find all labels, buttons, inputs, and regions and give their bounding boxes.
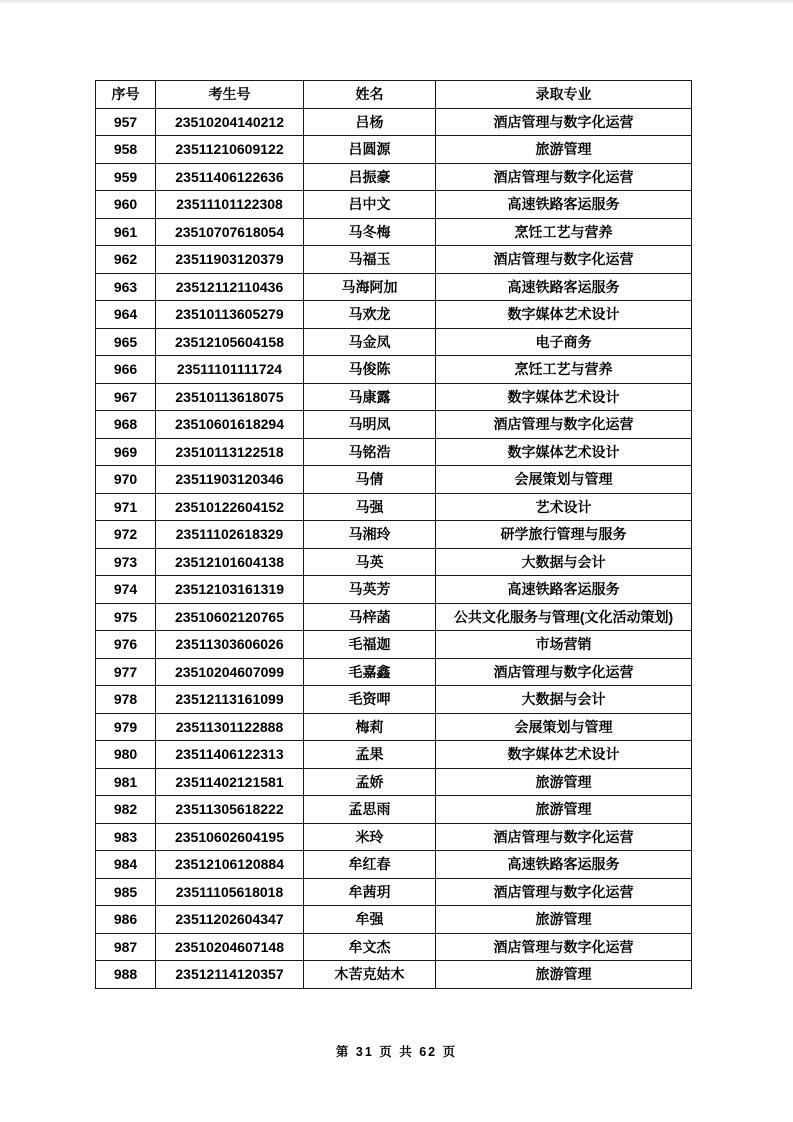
cell-serial-number: 987	[96, 933, 156, 961]
cell-candidate-number: 23511101111724	[156, 356, 304, 384]
table-row	[96, 631, 692, 659]
cell-serial-number: 983	[96, 823, 156, 851]
cell-candidate-number: 23511406122313	[156, 741, 304, 769]
cell-admitted-major: 酒店管理与数字化运营	[436, 878, 692, 906]
cell-admitted-major: 高速铁路客运服务	[436, 191, 692, 219]
cell-name: 吕中文	[304, 191, 436, 219]
cell-name: 马福玉	[304, 246, 436, 274]
cell-admitted-major: 酒店管理与数字化运营	[436, 933, 692, 961]
cell-admitted-major: 烹饪工艺与营养	[436, 356, 692, 384]
cell-admitted-major: 公共文化服务与管理(文化活动策划)	[436, 603, 692, 631]
cell-candidate-number: 23511303606026	[156, 631, 304, 659]
cell-serial-number: 985	[96, 878, 156, 906]
cell-name: 马康露	[304, 383, 436, 411]
cell-candidate-number: 23511202604347	[156, 906, 304, 934]
cell-serial-number: 970	[96, 466, 156, 494]
cell-candidate-number: 23510122604152	[156, 493, 304, 521]
cell-admitted-major: 数字媒体艺术设计	[436, 438, 692, 466]
cell-candidate-number: 23510204607148	[156, 933, 304, 961]
cell-candidate-number: 23510602120765	[156, 603, 304, 631]
cell-name: 梅莉	[304, 713, 436, 741]
table-row	[96, 163, 692, 191]
table-row	[96, 768, 692, 796]
cell-name: 马梓菡	[304, 603, 436, 631]
column-header-name: 姓名	[304, 81, 436, 109]
cell-candidate-number: 23510204140212	[156, 108, 304, 136]
cell-admitted-major: 研学旅行管理与服务	[436, 521, 692, 549]
cell-admitted-major: 市场营销	[436, 631, 692, 659]
cell-name: 马湘玲	[304, 521, 436, 549]
table-row	[96, 411, 692, 439]
cell-serial-number: 975	[96, 603, 156, 631]
cell-admitted-major: 艺术设计	[436, 493, 692, 521]
cell-admitted-major: 数字媒体艺术设计	[436, 383, 692, 411]
table-row	[96, 191, 692, 219]
table-row	[96, 493, 692, 521]
admission-table	[95, 80, 692, 989]
cell-admitted-major: 酒店管理与数字化运营	[436, 411, 692, 439]
cell-candidate-number: 23511105618018	[156, 878, 304, 906]
cell-candidate-number: 23511301122888	[156, 713, 304, 741]
table-row	[96, 961, 692, 989]
cell-candidate-number: 23511402121581	[156, 768, 304, 796]
cell-candidate-number: 23512101604138	[156, 548, 304, 576]
cell-admitted-major: 会展策划与管理	[436, 466, 692, 494]
table-row	[96, 851, 692, 879]
cell-serial-number: 965	[96, 328, 156, 356]
cell-name: 吕圆源	[304, 136, 436, 164]
cell-candidate-number: 23512103161319	[156, 576, 304, 604]
cell-serial-number: 977	[96, 658, 156, 686]
cell-name: 马明凤	[304, 411, 436, 439]
cell-name: 马俊陈	[304, 356, 436, 384]
page-top-edge	[0, 0, 793, 4]
cell-serial-number: 988	[96, 961, 156, 989]
column-header-serial-number: 序号	[96, 81, 156, 109]
cell-admitted-major: 高速铁路客运服务	[436, 273, 692, 301]
cell-candidate-number: 23511406122636	[156, 163, 304, 191]
table-row	[96, 686, 692, 714]
cell-serial-number: 961	[96, 218, 156, 246]
table-row	[96, 273, 692, 301]
cell-serial-number: 969	[96, 438, 156, 466]
cell-name: 马冬梅	[304, 218, 436, 246]
cell-name: 孟娇	[304, 768, 436, 796]
cell-name: 米玲	[304, 823, 436, 851]
table-row	[96, 466, 692, 494]
cell-serial-number: 962	[96, 246, 156, 274]
cell-serial-number: 964	[96, 301, 156, 329]
cell-serial-number: 982	[96, 796, 156, 824]
cell-candidate-number: 23510204607099	[156, 658, 304, 686]
cell-admitted-major: 电子商务	[436, 328, 692, 356]
cell-name: 马强	[304, 493, 436, 521]
table-row	[96, 906, 692, 934]
cell-admitted-major: 高速铁路客运服务	[436, 851, 692, 879]
cell-candidate-number: 23511903120346	[156, 466, 304, 494]
cell-candidate-number: 23511101122308	[156, 191, 304, 219]
table-row	[96, 108, 692, 136]
cell-name: 马铭浩	[304, 438, 436, 466]
cell-serial-number: 967	[96, 383, 156, 411]
cell-candidate-number: 23512114120357	[156, 961, 304, 989]
cell-serial-number: 984	[96, 851, 156, 879]
table-row	[96, 713, 692, 741]
cell-admitted-major: 烹饪工艺与营养	[436, 218, 692, 246]
cell-candidate-number: 23510707618054	[156, 218, 304, 246]
cell-serial-number: 958	[96, 136, 156, 164]
cell-name: 牟红春	[304, 851, 436, 879]
cell-admitted-major: 旅游管理	[436, 961, 692, 989]
cell-candidate-number: 23512106120884	[156, 851, 304, 879]
table-row	[96, 136, 692, 164]
cell-admitted-major: 数字媒体艺术设计	[436, 301, 692, 329]
cell-candidate-number: 23510113618075	[156, 383, 304, 411]
cell-name: 吕振豪	[304, 163, 436, 191]
cell-serial-number: 972	[96, 521, 156, 549]
cell-serial-number: 963	[96, 273, 156, 301]
cell-candidate-number: 23511102618329	[156, 521, 304, 549]
table-row	[96, 658, 692, 686]
table-row	[96, 246, 692, 274]
cell-candidate-number: 23512105604158	[156, 328, 304, 356]
cell-admitted-major: 旅游管理	[436, 796, 692, 824]
cell-candidate-number: 23510601618294	[156, 411, 304, 439]
cell-admitted-major: 酒店管理与数字化运营	[436, 658, 692, 686]
cell-name: 马欢龙	[304, 301, 436, 329]
cell-serial-number: 976	[96, 631, 156, 659]
cell-admitted-major: 会展策划与管理	[436, 713, 692, 741]
table-row	[96, 603, 692, 631]
table-row	[96, 218, 692, 246]
table-row	[96, 438, 692, 466]
cell-admitted-major: 旅游管理	[436, 906, 692, 934]
cell-admitted-major: 数字媒体艺术设计	[436, 741, 692, 769]
cell-name: 马英	[304, 548, 436, 576]
cell-serial-number: 979	[96, 713, 156, 741]
cell-admitted-major: 酒店管理与数字化运营	[436, 823, 692, 851]
page-footer: 第 31 页 共 62 页	[335, 1045, 458, 1059]
table-row	[96, 383, 692, 411]
cell-candidate-number: 23510113605279	[156, 301, 304, 329]
cell-serial-number: 966	[96, 356, 156, 384]
cell-serial-number: 968	[96, 411, 156, 439]
cell-name: 木苦克姑木	[304, 961, 436, 989]
cell-admitted-major: 酒店管理与数字化运营	[436, 163, 692, 191]
cell-candidate-number: 23510113122518	[156, 438, 304, 466]
table-row	[96, 521, 692, 549]
cell-name: 毛资呷	[304, 686, 436, 714]
table-row	[96, 356, 692, 384]
cell-name: 牟强	[304, 906, 436, 934]
cell-serial-number: 971	[96, 493, 156, 521]
cell-admitted-major: 旅游管理	[436, 768, 692, 796]
column-header-candidate-number: 考生号	[156, 81, 304, 109]
table-row	[96, 933, 692, 961]
cell-candidate-number: 23510602604195	[156, 823, 304, 851]
cell-name: 吕杨	[304, 108, 436, 136]
table-row	[96, 796, 692, 824]
cell-name: 马倩	[304, 466, 436, 494]
cell-serial-number: 974	[96, 576, 156, 604]
cell-admitted-major: 大数据与会计	[436, 686, 692, 714]
cell-admitted-major: 酒店管理与数字化运营	[436, 108, 692, 136]
table-header	[96, 81, 692, 109]
table-row	[96, 878, 692, 906]
cell-name: 马英芳	[304, 576, 436, 604]
cell-serial-number: 959	[96, 163, 156, 191]
table-row	[96, 823, 692, 851]
cell-name: 孟思雨	[304, 796, 436, 824]
header-row	[96, 81, 692, 109]
cell-serial-number: 986	[96, 906, 156, 934]
cell-admitted-major: 酒店管理与数字化运营	[436, 246, 692, 274]
cell-admitted-major: 大数据与会计	[436, 548, 692, 576]
table-row	[96, 548, 692, 576]
cell-name: 孟果	[304, 741, 436, 769]
cell-name: 马海阿加	[304, 273, 436, 301]
cell-serial-number: 981	[96, 768, 156, 796]
cell-candidate-number: 23511903120379	[156, 246, 304, 274]
cell-admitted-major: 旅游管理	[436, 136, 692, 164]
cell-name: 毛嘉鑫	[304, 658, 436, 686]
cell-serial-number: 960	[96, 191, 156, 219]
cell-candidate-number: 23511210609122	[156, 136, 304, 164]
table-row	[96, 576, 692, 604]
table-body	[96, 108, 692, 988]
table-row	[96, 328, 692, 356]
cell-name: 牟文杰	[304, 933, 436, 961]
cell-name: 毛福迦	[304, 631, 436, 659]
cell-name: 马金凤	[304, 328, 436, 356]
cell-candidate-number: 23511305618222	[156, 796, 304, 824]
cell-serial-number: 973	[96, 548, 156, 576]
cell-admitted-major: 高速铁路客运服务	[436, 576, 692, 604]
cell-serial-number: 980	[96, 741, 156, 769]
column-header-admitted-major: 录取专业	[436, 81, 692, 109]
cell-candidate-number: 23512113161099	[156, 686, 304, 714]
cell-name: 牟茜玥	[304, 878, 436, 906]
table-row	[96, 741, 692, 769]
table-row	[96, 301, 692, 329]
cell-candidate-number: 23512112110436	[156, 273, 304, 301]
cell-serial-number: 957	[96, 108, 156, 136]
cell-serial-number: 978	[96, 686, 156, 714]
